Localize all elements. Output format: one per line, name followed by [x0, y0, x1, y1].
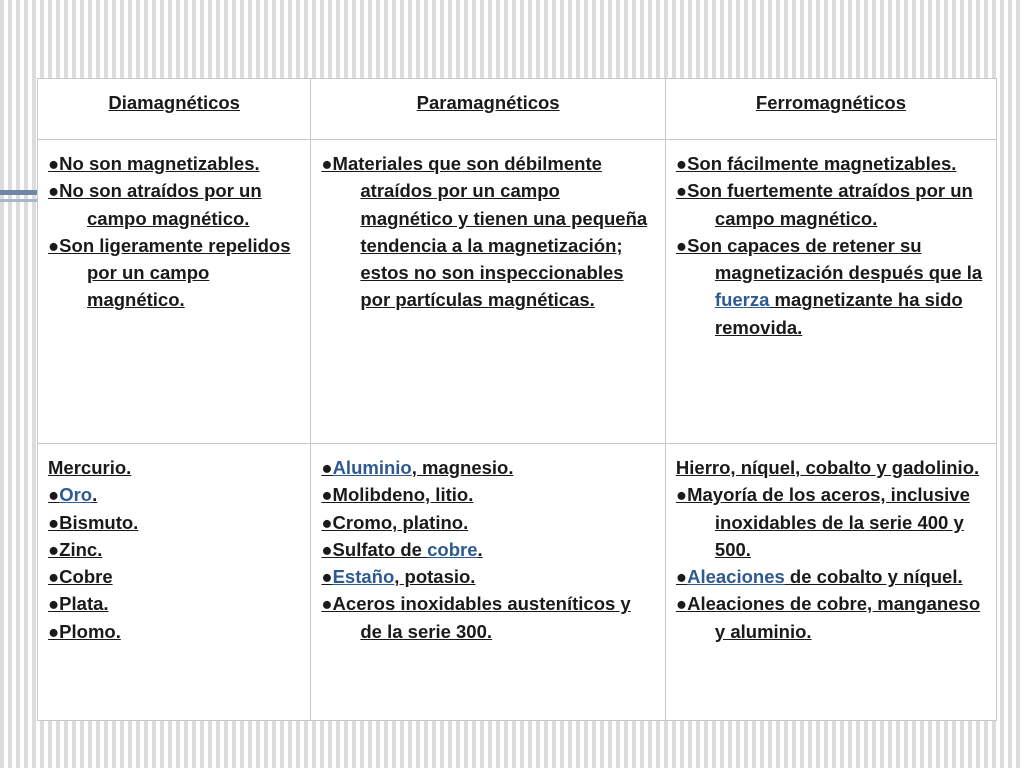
list-item: Hierro, níquel, cobalto y gadolinio. — [675, 457, 980, 478]
aluminio-rest: , magnesio. — [411, 457, 514, 478]
estano-link[interactable]: Estaño — [332, 566, 395, 588]
aluminio-link[interactable]: Aluminio — [332, 457, 412, 478]
period: . — [92, 484, 98, 506]
list-item: ●Zinc. — [48, 538, 103, 560]
list-item: ●Bismuto. — [48, 511, 139, 533]
ferro-retain-end: magnetizante ha sido removida. — [714, 289, 963, 338]
list-item: ●No son atraídos por un campo magnético. — [48, 180, 262, 229]
oro-link[interactable]: Oro — [59, 484, 93, 506]
cell-para-examples — [311, 444, 666, 721]
aleaciones-rest: de cobalto y níquel. — [784, 566, 963, 588]
cobre-link[interactable]: cobre — [427, 538, 478, 560]
header-ferromagneticos: Ferromagnéticos — [665, 79, 996, 140]
estano-rest: , potasio. — [394, 566, 476, 588]
header-diamagneticos: Diamagnéticos — [38, 79, 311, 140]
list-item: ●Son fuertemente atraídos por un campo magnético. — [675, 180, 973, 229]
fuerza-link[interactable]: fuerza — [714, 289, 770, 311]
list-item: ●Plomo. — [48, 620, 121, 642]
magnetic-materials-table — [37, 78, 997, 721]
list-item: ●Son fácilmente magnetizables. — [675, 153, 957, 174]
list-item — [48, 481, 300, 508]
list-item: ●Materiales que son débilmente atraídos por un campo magnético y tienen una pequeña tendencia a la magnetización; estos no son inspeccionables por partículas magnéticas. — [321, 153, 648, 311]
cell-ferro-description — [665, 140, 996, 444]
examples-row — [38, 444, 997, 721]
bullet: ● — [321, 566, 333, 588]
cell-dia-description — [38, 140, 311, 444]
list-item: ●No son magnetizables. — [48, 153, 260, 174]
list-item: ●Plata. — [48, 593, 109, 615]
ferro-retain-text: ●Son capaces de retener su magnetización después que la — [675, 234, 983, 284]
list-item: ●Son ligeramente repelidos por un campo magnético. — [48, 234, 291, 311]
period: . — [477, 538, 483, 560]
bullet: ● — [675, 566, 688, 588]
bullet: ● — [321, 457, 333, 478]
list-item: ●Aleaciones de cobre, manganeso y aluminio. — [675, 593, 981, 642]
aleaciones-link[interactable]: Aleaciones — [687, 566, 785, 588]
list-item — [321, 563, 655, 590]
list-item: Mercurio. — [48, 457, 132, 478]
list-item: ●Molibdeno, litio. — [321, 484, 474, 506]
list-item: ●Mayoría de los aceros, inclusive inoxidables de la serie 400 y 500. — [675, 484, 970, 560]
list-item: ●Cobre — [48, 566, 113, 588]
cell-dia-examples — [38, 444, 311, 721]
bullet: ● — [48, 484, 60, 506]
header-paramagneticos: Paramagnéticos — [311, 79, 666, 140]
list-item — [676, 563, 986, 590]
description-row — [38, 140, 997, 444]
list-item — [321, 454, 655, 481]
sulfato-text: ●Sulfato de — [321, 538, 428, 560]
list-item — [676, 232, 986, 341]
list-item: ●Cromo, platino. — [321, 511, 469, 533]
cell-ferro-examples — [665, 444, 996, 721]
cell-para-description — [311, 140, 666, 444]
list-item: ●Aceros inoxidables austeníticos y de la serie 300. — [321, 593, 631, 642]
list-item — [321, 536, 655, 563]
header-row — [38, 79, 997, 140]
